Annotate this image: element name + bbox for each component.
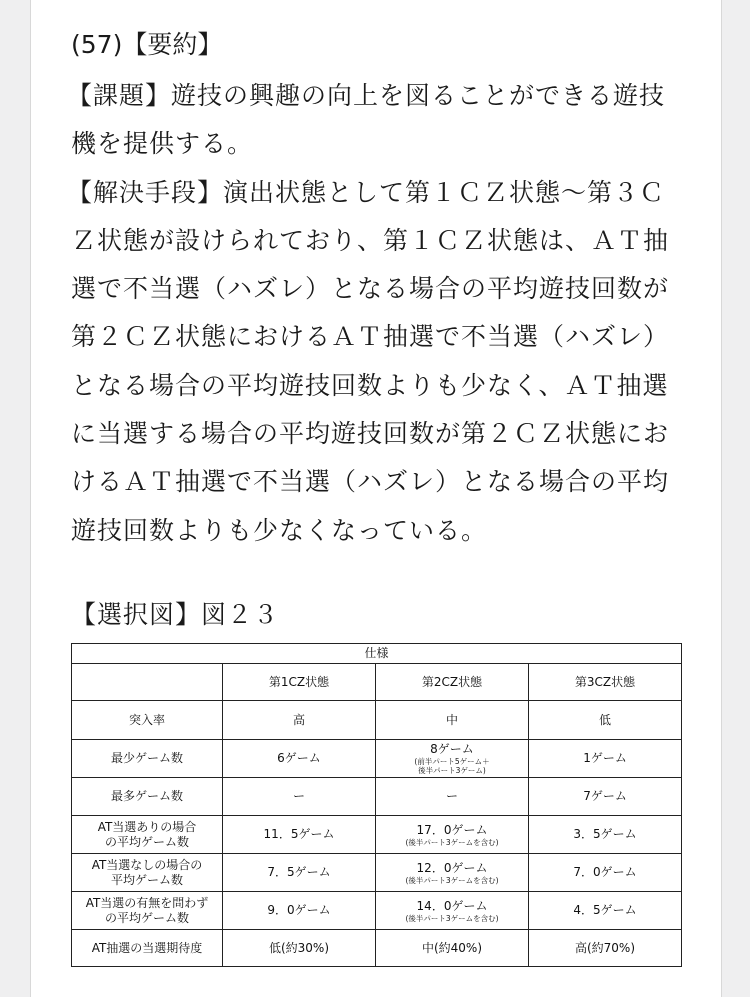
table-cell: 4．5ゲーム xyxy=(529,892,682,930)
table-title-row xyxy=(72,644,682,664)
cell-value: 17．0ゲーム xyxy=(416,822,488,837)
table-row xyxy=(72,740,682,778)
table-row xyxy=(72,930,682,967)
table-cell: 1ゲーム xyxy=(529,740,682,778)
table-header-row xyxy=(72,664,682,701)
cell-note: (前半パート5ゲーム＋ xyxy=(414,757,490,766)
table-cell: ー xyxy=(223,778,376,816)
abstract-heading: (57)【要約】 xyxy=(71,30,223,59)
cell-value: 14．0ゲーム xyxy=(416,898,488,913)
row-label: AT当選なしの場合の 平均ゲーム数 xyxy=(72,854,223,892)
solution-paragraph: 【解決手段】演出状態として第１ＣＺ状態～第３ＣＺ状態が設けられており、第１ＣＺ状態は、ＡＴ抽選で不当選（ハズレ）となる場合の平均遊技回数が第２ＣＺ状態におけるＡＴ抽選で不当選（ハズレ）となる場合の平均遊技回数よりも少なく、ＡＴ抽選に当選する場合の平均遊技回数が第２ＣＺ状態におけるＡＴ抽選で不当選（ハズレ）となる場合の平均遊技回数よりも少なくなっている。 xyxy=(67,177,670,545)
table-cell: 7．5ゲーム xyxy=(223,854,376,892)
table-cell: 中(約40%) xyxy=(376,930,529,967)
document-page xyxy=(30,0,722,997)
table-cell xyxy=(376,816,529,854)
table-row xyxy=(72,816,682,854)
table-cell: 低(約30%) xyxy=(223,930,376,967)
row-label: AT当選の有無を問わず の平均ゲーム数 xyxy=(72,892,223,930)
table-row xyxy=(72,701,682,740)
row-label: 突入率 xyxy=(72,701,223,740)
cell-note: (後半パート3ゲームを含む) xyxy=(405,875,499,885)
cell-note: 後半パート3ゲーム) xyxy=(418,766,486,775)
table-row xyxy=(72,892,682,930)
cell-value: 12．0ゲーム xyxy=(416,860,488,875)
header-empty-cell xyxy=(72,664,223,701)
selected-figure-caption: 【選択図】図２３ xyxy=(71,600,280,629)
table-cell: 高 xyxy=(223,701,376,740)
table-cell xyxy=(376,740,529,778)
row-label: AT抽選の当選期待度 xyxy=(72,930,223,967)
table-cell: 中 xyxy=(376,701,529,740)
column-header: 第2CZ状態 xyxy=(376,664,529,701)
cell-value: 8ゲーム xyxy=(430,742,474,756)
table-cell: 7ゲーム xyxy=(529,778,682,816)
table-row xyxy=(72,778,682,816)
table-cell xyxy=(376,892,529,930)
column-header: 第1CZ状態 xyxy=(223,664,376,701)
table-cell: 低 xyxy=(529,701,682,740)
table-row xyxy=(72,854,682,892)
table-cell: 9．0ゲーム xyxy=(223,892,376,930)
row-label: 最多ゲーム数 xyxy=(72,778,223,816)
table-cell: 6ゲーム xyxy=(223,740,376,778)
table-cell: 高(約70%) xyxy=(529,930,682,967)
table-cell xyxy=(376,854,529,892)
column-header: 第3CZ状態 xyxy=(529,664,682,701)
row-label: 最少ゲーム数 xyxy=(72,740,223,778)
table-cell: 3．5ゲーム xyxy=(529,816,682,854)
problem-paragraph: 【課題】遊技の興趣の向上を図ることができる遊技機を提供する。 xyxy=(67,81,666,159)
cell-note: (後半パート3ゲームを含む) xyxy=(405,913,499,923)
abstract-body xyxy=(67,72,681,555)
table-cell: ー xyxy=(376,778,529,816)
table-cell: 11．5ゲーム xyxy=(223,816,376,854)
row-label: AT当選ありの場合 の平均ゲーム数 xyxy=(72,816,223,854)
spec-table xyxy=(71,643,682,967)
table-cell: 7．0ゲーム xyxy=(529,854,682,892)
table-title: 仕様 xyxy=(72,644,682,664)
cell-note: (後半パート3ゲームを含む) xyxy=(405,837,499,847)
